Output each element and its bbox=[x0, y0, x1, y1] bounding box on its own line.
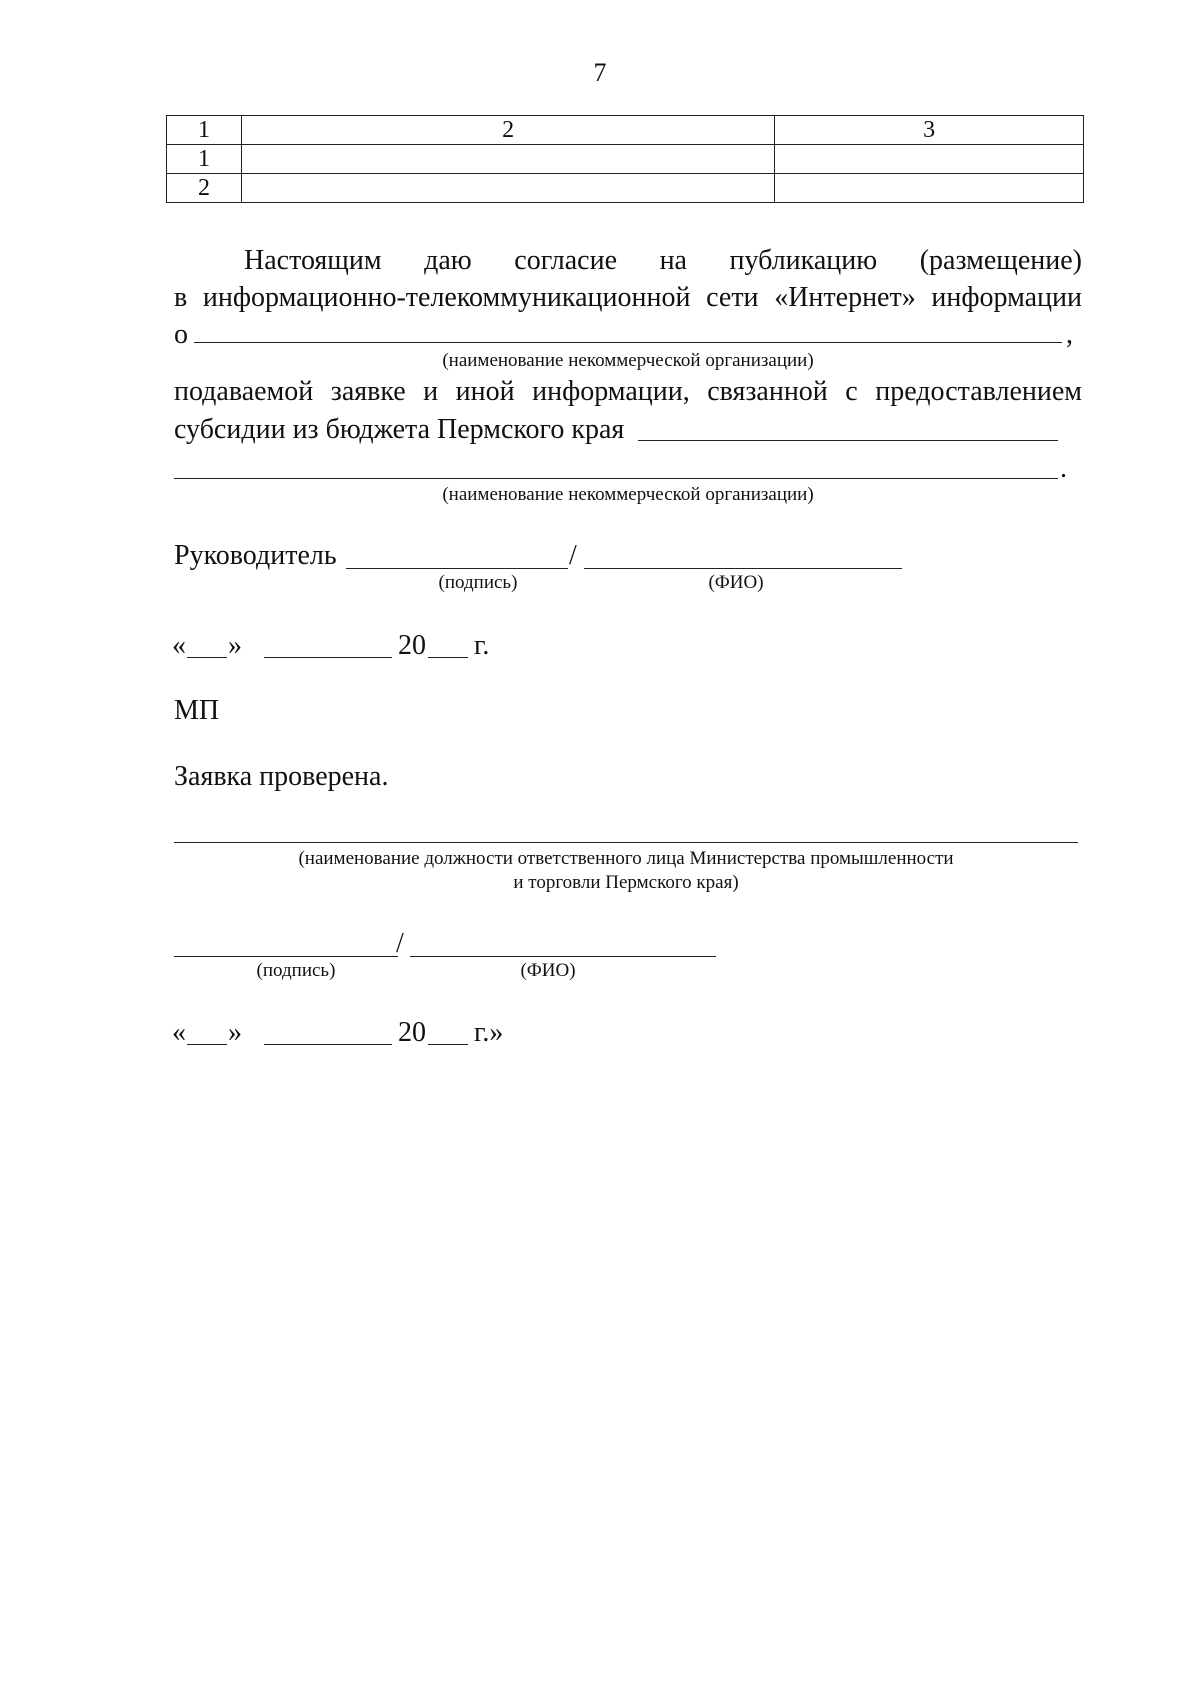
consent-line-3-suffix: , bbox=[1066, 319, 1073, 350]
official-name-caption: (ФИО) bbox=[520, 960, 576, 981]
table-header-row bbox=[167, 116, 1084, 145]
consent-line-3-prefix: о bbox=[174, 319, 188, 350]
stamp-label: МП bbox=[174, 695, 220, 726]
head-label: Руководитель bbox=[174, 540, 337, 571]
table-header-cell: 1 bbox=[167, 116, 242, 145]
consent-line-6-suffix: . bbox=[1060, 453, 1067, 484]
official-position-field[interactable] bbox=[174, 842, 1078, 843]
date2-day-field[interactable] bbox=[187, 1044, 227, 1045]
table-row bbox=[167, 174, 1084, 203]
official-position-caption-1: (наименование должности ответственного лица Министерства промышленности bbox=[298, 848, 954, 869]
organization-name-caption: (наименование некоммерческой организации) bbox=[442, 350, 814, 371]
head-signature-caption: (подпись) bbox=[438, 572, 518, 593]
date1-close-quote: » bbox=[228, 630, 242, 661]
table-cell: 2 bbox=[167, 174, 242, 203]
date2-year-field[interactable] bbox=[428, 1044, 468, 1045]
organization-name-field-2[interactable] bbox=[638, 440, 1058, 441]
date1-year-field[interactable] bbox=[428, 657, 468, 658]
organization-name-caption-2: (наименование некоммерческой организации) bbox=[442, 484, 814, 505]
head-separator: / bbox=[569, 540, 577, 571]
consent-line-2: в информационно-телекоммуникационной сети «Интернет» информации bbox=[174, 282, 1082, 313]
date1-day-field[interactable] bbox=[187, 657, 227, 658]
date1-year-suffix: г. bbox=[474, 630, 490, 661]
date2-year-prefix: 20 bbox=[398, 1017, 426, 1048]
date1-open-quote: « bbox=[172, 630, 186, 661]
head-name-field[interactable] bbox=[584, 568, 902, 569]
data-table bbox=[166, 115, 1084, 203]
head-signature-field[interactable] bbox=[346, 568, 568, 569]
table-cell: 1 bbox=[167, 145, 242, 174]
consent-line-5: субсидии из бюджета Пермского края bbox=[174, 414, 625, 445]
official-separator: / bbox=[396, 928, 404, 959]
consent-line-4: подаваемой заявке и иной информации, связанной с предоставлением bbox=[174, 376, 1082, 407]
date2-open-quote: « bbox=[172, 1017, 186, 1048]
head-name-caption: (ФИО) bbox=[708, 572, 764, 593]
date2-month-field[interactable] bbox=[264, 1044, 392, 1045]
organization-name-field[interactable] bbox=[194, 342, 1062, 343]
application-checked-label: Заявка проверена. bbox=[174, 761, 389, 792]
table-cell[interactable] bbox=[241, 174, 774, 203]
table-header-cell: 2 bbox=[241, 116, 774, 145]
date1-month-field[interactable] bbox=[264, 657, 392, 658]
table-cell[interactable] bbox=[775, 174, 1084, 203]
table-cell[interactable] bbox=[775, 145, 1084, 174]
table-header-cell: 3 bbox=[775, 116, 1084, 145]
organization-name-field-3[interactable] bbox=[174, 478, 1058, 479]
official-signature-field[interactable] bbox=[174, 956, 398, 957]
official-signature-caption: (подпись) bbox=[256, 960, 336, 981]
table-row bbox=[167, 145, 1084, 174]
page-number: 7 bbox=[593, 58, 607, 87]
official-name-field[interactable] bbox=[410, 956, 716, 957]
date2-year-suffix: г.» bbox=[474, 1017, 504, 1048]
consent-line-1: Настоящим даю согласие на публикацию (размещение) bbox=[244, 245, 1082, 276]
date1-year-prefix: 20 bbox=[398, 630, 426, 661]
table-cell[interactable] bbox=[241, 145, 774, 174]
date2-close-quote: » bbox=[228, 1017, 242, 1048]
official-position-caption-2: и торговли Пермского края) bbox=[513, 872, 739, 893]
